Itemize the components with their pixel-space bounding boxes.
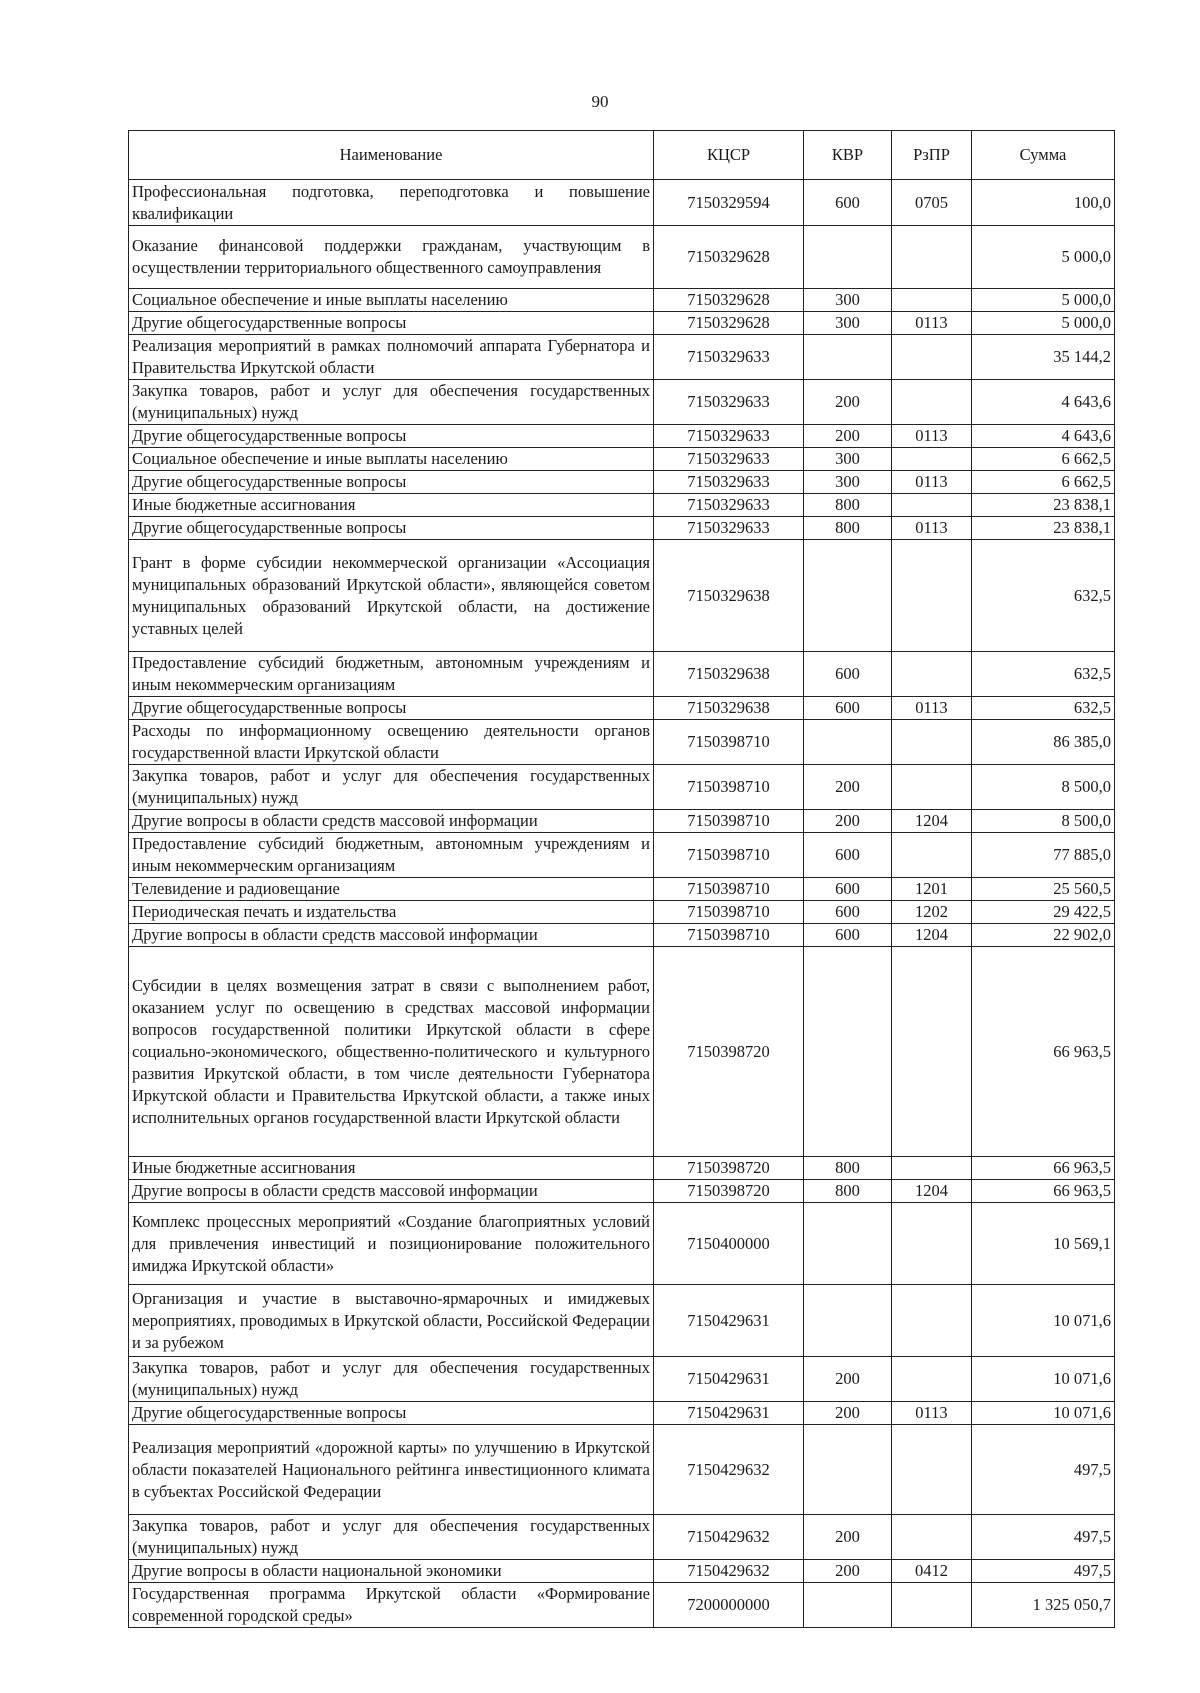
row-sum: 8 500,0 — [972, 810, 1115, 833]
row-kvr: 300 — [804, 471, 892, 494]
row-kvr: 200 — [804, 810, 892, 833]
row-kcsr: 7200000000 — [654, 1583, 804, 1628]
row-name: Другие вопросы в области средств массовой информации — [129, 810, 654, 833]
row-sum: 4 643,6 — [972, 425, 1115, 448]
table-row — [129, 1203, 1115, 1285]
row-name: Другие общегосударственные вопросы — [129, 517, 654, 540]
row-sum: 497,5 — [972, 1560, 1115, 1583]
table-header-row — [129, 131, 1115, 180]
row-rzpr — [892, 765, 972, 810]
row-kcsr: 7150329633 — [654, 425, 804, 448]
row-name: Закупка товаров, работ и услуг для обеспечения государственных (муниципальных) нужд — [129, 1357, 654, 1402]
row-name: Грант в форме субсидии некоммерческой организации «Ассоциация муниципальных образований Иркутской области», являющейся советом муниципальных образований Иркутской области, на достижение уставных целей — [129, 540, 654, 652]
table-row — [129, 810, 1115, 833]
row-kvr: 200 — [804, 1357, 892, 1402]
row-rzpr: 1204 — [892, 924, 972, 947]
row-rzpr: 1204 — [892, 810, 972, 833]
row-kvr: 600 — [804, 697, 892, 720]
table-row — [129, 517, 1115, 540]
row-name: Иные бюджетные ассигнования — [129, 1157, 654, 1180]
header-kcsr: КЦСР — [654, 131, 804, 180]
row-sum: 86 385,0 — [972, 720, 1115, 765]
table-row — [129, 448, 1115, 471]
row-rzpr — [892, 1583, 972, 1628]
row-name: Предоставление субсидий бюджетным, автономным учреждениям и иным некоммерческим организациям — [129, 652, 654, 697]
row-kcsr: 7150329633 — [654, 335, 804, 380]
table-row — [129, 1357, 1115, 1402]
row-rzpr: 1201 — [892, 878, 972, 901]
row-kvr — [804, 947, 892, 1157]
header-rzpr: РзПР — [892, 131, 972, 180]
row-kvr — [804, 226, 892, 289]
row-sum: 100,0 — [972, 180, 1115, 226]
row-sum: 632,5 — [972, 697, 1115, 720]
row-name: Другие общегосударственные вопросы — [129, 471, 654, 494]
table-row — [129, 1515, 1115, 1560]
row-sum: 10 071,6 — [972, 1402, 1115, 1425]
row-name: Периодическая печать и издательства — [129, 901, 654, 924]
row-rzpr: 0113 — [892, 471, 972, 494]
row-name: Профессиональная подготовка, переподготовка и повышение квалификации — [129, 180, 654, 226]
row-kcsr: 7150398710 — [654, 878, 804, 901]
row-name: Телевидение и радиовещание — [129, 878, 654, 901]
row-kcsr: 7150329633 — [654, 494, 804, 517]
table-row — [129, 425, 1115, 448]
row-rzpr: 0705 — [892, 180, 972, 226]
row-kcsr: 7150329633 — [654, 448, 804, 471]
row-rzpr: 1202 — [892, 901, 972, 924]
row-kcsr: 7150329633 — [654, 517, 804, 540]
row-kvr — [804, 1583, 892, 1628]
table-row — [129, 947, 1115, 1157]
row-rzpr — [892, 226, 972, 289]
row-kcsr: 7150329638 — [654, 697, 804, 720]
table-row — [129, 380, 1115, 425]
row-name: Субсидии в целях возмещения затрат в связи с выполнением работ, оказанием услуг по освещению в средствах массовой информации вопросов государственной политики Иркутской области в сфере социально-экономического, общественно-политического и культурного развития Иркутской области, в том числе деятельности Губернатора Иркутской области и Правительства Иркутской области, а также иных исполнительных органов государственной власти Иркутской области — [129, 947, 654, 1157]
row-sum: 5 000,0 — [972, 289, 1115, 312]
row-kcsr: 7150429631 — [654, 1357, 804, 1402]
table-row — [129, 878, 1115, 901]
row-name: Реализация мероприятий в рамках полномочий аппарата Губернатора и Правительства Иркутской области — [129, 335, 654, 380]
row-name: Другие общегосударственные вопросы — [129, 425, 654, 448]
row-sum: 66 963,5 — [972, 1180, 1115, 1203]
row-sum: 8 500,0 — [972, 765, 1115, 810]
row-kcsr: 7150329628 — [654, 312, 804, 335]
row-sum: 29 422,5 — [972, 901, 1115, 924]
row-kcsr: 7150429631 — [654, 1402, 804, 1425]
row-rzpr — [892, 448, 972, 471]
row-sum: 22 902,0 — [972, 924, 1115, 947]
row-kvr: 200 — [804, 380, 892, 425]
row-kcsr: 7150398720 — [654, 1157, 804, 1180]
row-kvr — [804, 1425, 892, 1515]
table-row — [129, 833, 1115, 878]
row-kvr: 600 — [804, 878, 892, 901]
row-name: Государственная программа Иркутской области «Формирование современной городской среды» — [129, 1583, 654, 1628]
table-body — [129, 180, 1115, 1628]
budget-table — [128, 130, 1115, 1628]
row-kcsr: 7150398710 — [654, 901, 804, 924]
row-kcsr: 7150329594 — [654, 180, 804, 226]
row-kvr: 200 — [804, 1560, 892, 1583]
row-kvr — [804, 1203, 892, 1285]
row-kvr: 800 — [804, 1157, 892, 1180]
row-rzpr — [892, 540, 972, 652]
row-rzpr — [892, 720, 972, 765]
row-kvr — [804, 1285, 892, 1357]
table-row — [129, 471, 1115, 494]
row-sum: 25 560,5 — [972, 878, 1115, 901]
row-name: Другие вопросы в области средств массовой информации — [129, 1180, 654, 1203]
row-kcsr: 7150329628 — [654, 289, 804, 312]
row-name: Социальное обеспечение и иные выплаты населению — [129, 448, 654, 471]
table-row — [129, 289, 1115, 312]
row-kcsr: 7150398710 — [654, 833, 804, 878]
row-kcsr: 7150400000 — [654, 1203, 804, 1285]
table-row — [129, 1285, 1115, 1357]
table-row — [129, 540, 1115, 652]
row-rzpr — [892, 652, 972, 697]
row-name: Другие общегосударственные вопросы — [129, 312, 654, 335]
row-rzpr — [892, 1203, 972, 1285]
row-rzpr — [892, 1357, 972, 1402]
row-kcsr: 7150398710 — [654, 720, 804, 765]
row-sum: 497,5 — [972, 1425, 1115, 1515]
table-row — [129, 1583, 1115, 1628]
row-sum: 66 963,5 — [972, 947, 1115, 1157]
row-sum: 23 838,1 — [972, 494, 1115, 517]
table-row — [129, 1180, 1115, 1203]
table-row — [129, 312, 1115, 335]
table-row — [129, 1560, 1115, 1583]
row-rzpr — [892, 335, 972, 380]
row-rzpr — [892, 380, 972, 425]
row-kcsr: 7150398720 — [654, 1180, 804, 1203]
row-rzpr: 0113 — [892, 425, 972, 448]
row-rzpr: 0113 — [892, 312, 972, 335]
table-row — [129, 765, 1115, 810]
row-kvr — [804, 720, 892, 765]
table-row — [129, 226, 1115, 289]
row-rzpr — [892, 1285, 972, 1357]
row-name: Иные бюджетные ассигнования — [129, 494, 654, 517]
page-number: 90 — [591, 92, 609, 111]
row-sum: 497,5 — [972, 1515, 1115, 1560]
row-rzpr: 0113 — [892, 697, 972, 720]
row-sum: 10 071,6 — [972, 1285, 1115, 1357]
row-kcsr: 7150429631 — [654, 1285, 804, 1357]
row-rzpr — [892, 1425, 972, 1515]
header-sum: Сумма — [972, 131, 1115, 180]
row-kcsr: 7150398710 — [654, 765, 804, 810]
row-name: Другие общегосударственные вопросы — [129, 697, 654, 720]
row-sum: 10 071,6 — [972, 1357, 1115, 1402]
row-kvr: 200 — [804, 425, 892, 448]
row-sum: 10 569,1 — [972, 1203, 1115, 1285]
row-kcsr: 7150398720 — [654, 947, 804, 1157]
row-name: Закупка товаров, работ и услуг для обеспечения государственных (муниципальных) нужд — [129, 1515, 654, 1560]
row-kvr: 300 — [804, 289, 892, 312]
row-name: Другие общегосударственные вопросы — [129, 1402, 654, 1425]
table-row — [129, 652, 1115, 697]
row-name: Предоставление субсидий бюджетным, автономным учреждениям и иным некоммерческим организациям — [129, 833, 654, 878]
row-sum: 5 000,0 — [972, 226, 1115, 289]
row-sum: 5 000,0 — [972, 312, 1115, 335]
row-sum: 23 838,1 — [972, 517, 1115, 540]
row-kcsr: 7150329628 — [654, 226, 804, 289]
table-row — [129, 924, 1115, 947]
row-kvr: 200 — [804, 1402, 892, 1425]
row-name: Расходы по информационному освещению деятельности органов государственной власти Иркутской области — [129, 720, 654, 765]
row-sum: 1 325 050,7 — [972, 1583, 1115, 1628]
row-kvr: 200 — [804, 1515, 892, 1560]
row-kcsr: 7150429632 — [654, 1560, 804, 1583]
table-row — [129, 1157, 1115, 1180]
row-kcsr: 7150398710 — [654, 924, 804, 947]
table-row — [129, 180, 1115, 226]
row-name: Реализация мероприятий «дорожной карты» по улучшению в Иркутской области показателей Национального рейтинга инвестиционного климата в субъектах Российской Федерации — [129, 1425, 654, 1515]
row-name: Комплекс процессных мероприятий «Создание благоприятных условий для привлечения инвестиций и позиционирование положительного имиджа Иркутской области» — [129, 1203, 654, 1285]
row-rzpr — [892, 833, 972, 878]
row-kvr: 600 — [804, 180, 892, 226]
table-row — [129, 1425, 1115, 1515]
row-sum: 6 662,5 — [972, 471, 1115, 494]
row-rzpr: 0113 — [892, 1402, 972, 1425]
row-name: Закупка товаров, работ и услуг для обеспечения государственных (муниципальных) нужд — [129, 380, 654, 425]
row-rzpr — [892, 289, 972, 312]
row-kvr: 600 — [804, 833, 892, 878]
row-sum: 4 643,6 — [972, 380, 1115, 425]
row-kcsr: 7150329633 — [654, 471, 804, 494]
header-name: Наименование — [129, 131, 654, 180]
row-name: Оказание финансовой поддержки гражданам, участвующим в осуществлении территориального общественного самоуправления — [129, 226, 654, 289]
row-kvr: 800 — [804, 517, 892, 540]
row-sum: 6 662,5 — [972, 448, 1115, 471]
table-row — [129, 494, 1115, 517]
row-kcsr: 7150329633 — [654, 380, 804, 425]
table-row — [129, 1402, 1115, 1425]
row-rzpr — [892, 947, 972, 1157]
table-row — [129, 697, 1115, 720]
row-rzpr — [892, 1515, 972, 1560]
header-kvr: КВР — [804, 131, 892, 180]
table-row — [129, 335, 1115, 380]
row-kvr: 600 — [804, 652, 892, 697]
row-name: Организация и участие в выставочно-ярмарочных и имиджевых мероприятиях, проводимых в Иркутской области, Российской Федерации и за рубежом — [129, 1285, 654, 1357]
row-kvr: 800 — [804, 1180, 892, 1203]
table-row — [129, 901, 1115, 924]
row-kcsr: 7150398710 — [654, 810, 804, 833]
row-kcsr: 7150329638 — [654, 652, 804, 697]
row-kvr: 300 — [804, 448, 892, 471]
row-name: Другие вопросы в области средств массовой информации — [129, 924, 654, 947]
row-kvr: 600 — [804, 901, 892, 924]
row-sum: 77 885,0 — [972, 833, 1115, 878]
row-kvr: 200 — [804, 765, 892, 810]
row-sum: 632,5 — [972, 652, 1115, 697]
row-name: Другие вопросы в области национальной экономики — [129, 1560, 654, 1583]
row-kvr: 600 — [804, 924, 892, 947]
row-name: Социальное обеспечение и иные выплаты населению — [129, 289, 654, 312]
row-name: Закупка товаров, работ и услуг для обеспечения государственных (муниципальных) нужд — [129, 765, 654, 810]
row-rzpr: 1204 — [892, 1180, 972, 1203]
row-rzpr — [892, 1157, 972, 1180]
row-sum: 632,5 — [972, 540, 1115, 652]
row-rzpr — [892, 494, 972, 517]
row-kvr: 800 — [804, 494, 892, 517]
row-kvr — [804, 540, 892, 652]
row-kvr: 300 — [804, 312, 892, 335]
row-sum: 66 963,5 — [972, 1157, 1115, 1180]
row-kcsr: 7150429632 — [654, 1425, 804, 1515]
row-kvr — [804, 335, 892, 380]
row-kcsr: 7150429632 — [654, 1515, 804, 1560]
row-sum: 35 144,2 — [972, 335, 1115, 380]
table-row — [129, 720, 1115, 765]
row-kcsr: 7150329638 — [654, 540, 804, 652]
row-rzpr: 0412 — [892, 1560, 972, 1583]
row-rzpr: 0113 — [892, 517, 972, 540]
